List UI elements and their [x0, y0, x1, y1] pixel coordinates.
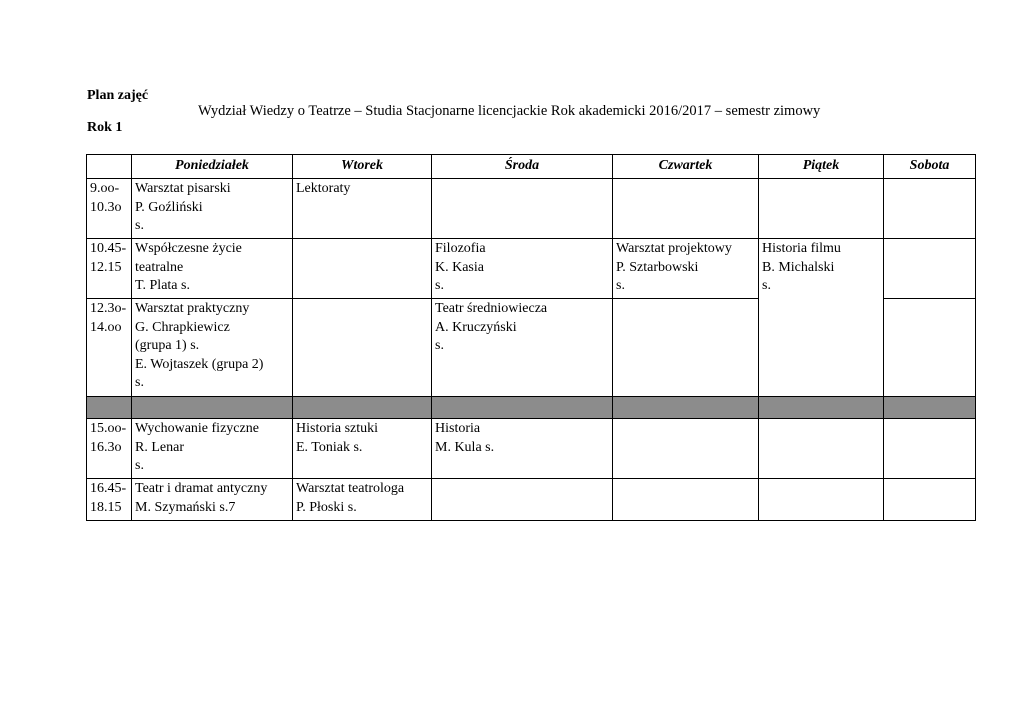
class-cell — [293, 239, 432, 299]
break-cell — [87, 397, 132, 419]
class-cell: Teatr średniowiecza A. Kruczyński s. — [432, 299, 613, 397]
class-cell: Współczesne życie teatralne T. Plata s. — [132, 239, 293, 299]
break-cell — [293, 397, 432, 419]
day-header-fri: Piątek — [759, 155, 884, 179]
class-cell: Historia M. Kula s. — [432, 419, 613, 479]
class-cell: Warsztat projektowy P. Sztarbowski s. — [613, 239, 759, 299]
class-cell — [759, 419, 884, 479]
class-cell — [432, 179, 613, 239]
class-cell: Historia sztuki E. Toniak s. — [293, 419, 432, 479]
class-cell: Historia filmu B. Michalski s. — [759, 239, 884, 397]
break-cell — [759, 397, 884, 419]
class-cell: Teatr i dramat antyczny M. Szymański s.7 — [132, 479, 293, 521]
class-cell: Warsztat praktyczny G. Chrapkiewicz (grupa 1) s. E. Wojtaszek (grupa 2) s. — [132, 299, 293, 397]
day-header-sat: Sobota — [884, 155, 976, 179]
class-cell — [759, 179, 884, 239]
class-cell — [884, 239, 976, 299]
break-cell — [132, 397, 293, 419]
class-cell — [613, 479, 759, 521]
break-cell — [884, 397, 976, 419]
class-cell — [884, 479, 976, 521]
time-cell: 15.oo- 16.3o — [87, 419, 132, 479]
table-row — [87, 179, 976, 239]
class-cell: Filozofia K. Kasia s. — [432, 239, 613, 299]
class-cell — [884, 179, 976, 239]
class-cell — [432, 479, 613, 521]
class-cell: Warsztat teatrologa P. Płoski s. — [293, 479, 432, 521]
corner-cell — [87, 155, 132, 179]
table-row — [87, 239, 976, 299]
table-header-row — [87, 155, 976, 179]
faculty-subtitle: Wydział Wiedzy o Teatrze – Studia Stacjonarne licencjackie Rok akademicki 2016/2017 – semestr zimowy — [198, 103, 821, 119]
day-header-thu: Czwartek — [613, 155, 759, 179]
break-cell — [613, 397, 759, 419]
year-label: Rok 1 — [87, 120, 123, 135]
time-cell: 10.45- 12.15 — [87, 239, 132, 299]
day-header-wed: Środa — [432, 155, 613, 179]
time-cell: 9.oo- 10.3o — [87, 179, 132, 239]
break-cell — [432, 397, 613, 419]
class-cell: Lektoraty — [293, 179, 432, 239]
day-header-tue: Wtorek — [293, 155, 432, 179]
class-cell — [613, 179, 759, 239]
plan-title: Plan zajęć — [87, 88, 149, 103]
class-cell — [884, 419, 976, 479]
class-cell: Warsztat pisarski P. Goźliński s. — [132, 179, 293, 239]
time-cell: 12.3o- 14.oo — [87, 299, 132, 397]
schedule-table — [86, 154, 976, 521]
time-cell: 16.45- 18.15 — [87, 479, 132, 521]
table-row — [87, 419, 976, 479]
class-cell — [293, 299, 432, 397]
class-cell: Wychowanie fizyczne R. Lenar s. — [132, 419, 293, 479]
class-cell — [613, 419, 759, 479]
day-header-mon: Poniedziałek — [132, 155, 293, 179]
break-row — [87, 397, 976, 419]
table-row — [87, 479, 976, 521]
class-cell — [759, 479, 884, 521]
class-cell — [884, 299, 976, 397]
class-cell — [613, 299, 759, 397]
